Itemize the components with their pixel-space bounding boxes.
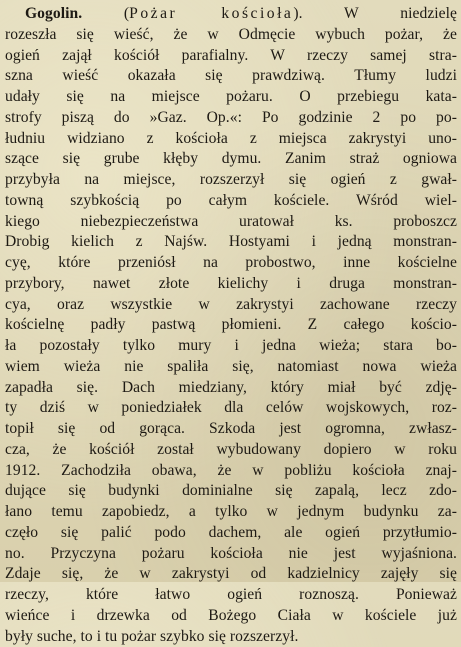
article-text-start: W niedzielę <box>344 5 457 22</box>
article-line: no. Przyczyna pożaru kościoła nie jest wyjaśniona. <box>5 544 457 565</box>
article-line: szące się grube kłęby dymu. Zanim straż ogniowa <box>5 149 457 170</box>
article-line: Zdaje się, że w zakrystyi od kadzielnicy zajęły się <box>5 564 457 585</box>
section-open-paren: ( <box>124 5 129 22</box>
article-line: szna wieść okazała się prawdziwą. Tłumy ludzi <box>5 66 457 87</box>
article-line: cya, oraz wszystkie w zakrystyi zachowane rzeczy <box>5 295 457 316</box>
article-line: kościelnę padły pastwą płomieni. Z całego kościo- <box>5 315 457 336</box>
article-line: udały się na miejsce pożaru. O przebiegu kata- <box>5 87 457 108</box>
article-line: przybory, nawet złote kielichy i druga monstran- <box>5 274 457 295</box>
article-line: łano temu zapobiedz, a tylko w jednym budynku za- <box>5 502 457 523</box>
article-line: ty dziś w poniedziałek dla celów wojskowych, roz- <box>5 398 457 419</box>
article-line: cyę, które przeniósł na probostwo, inne kościelne <box>5 253 457 274</box>
article-line: topił się od gorąca. Szkoda jest ogromna, zwłasz- <box>5 419 457 440</box>
article-line: ogień zajął kościół parafialny. W rzeczy samej stra- <box>5 46 457 67</box>
article-line: rozeszła się wieść, że w Odmęcie wybuch pożar, że <box>5 25 457 46</box>
article-line: rzeczy, które łatwo ogień roznoszą. Ponieważ <box>5 585 457 606</box>
article-line: kiego niebezpieczeństwa uratował ks. proboszcz <box>5 212 457 233</box>
article-line: były suche, to i tu pożar szybko się rozszerzył. <box>5 627 457 647</box>
section-close-paren: ). <box>293 5 302 22</box>
article-line: dujące się budynki dominialne się zapalą, lecz zdo- <box>5 481 457 502</box>
news-article <box>5 4 457 647</box>
article-line: ła pozostały tylko mury i jedna wieża; stara bo- <box>5 336 457 357</box>
article-line: wieńce i drzewka od Bożego Ciała w kościele już <box>5 606 457 627</box>
article-line: częło się palić podo dachem, ale ogień przytłumio- <box>5 523 457 544</box>
article-section-label: Pożar kościoła <box>129 5 293 22</box>
article-line: łudniu widziano z kościoła z miejsca zakrystyi uno- <box>5 129 457 150</box>
article-line: przybyła na miejsce, rozszerzył się ogień z gwał- <box>5 170 457 191</box>
article-line: towną szybkością po całym kościele. Wśród wiel- <box>5 191 457 212</box>
article-heading-line <box>5 4 457 25</box>
article-line: strofy piszą do »Gaz. Op.«: Po godzinie 2 po po- <box>5 108 457 129</box>
article-place: Gogolin. <box>25 5 82 22</box>
article-line: wiem wieża nie spaliła się, natomiast nowa wieża <box>5 357 457 378</box>
article-line: Drobig kielich z Najśw. Hostyami i jedną monstran- <box>5 232 457 253</box>
article-line: 1912. Zachodziła obawa, że w pobliżu kościoła znaj- <box>5 461 457 482</box>
article-line: zapadła się. Dach miedziany, który miał być zdję- <box>5 378 457 399</box>
article-line: cza, że kościół został wybudowany dopiero w roku <box>5 440 457 461</box>
